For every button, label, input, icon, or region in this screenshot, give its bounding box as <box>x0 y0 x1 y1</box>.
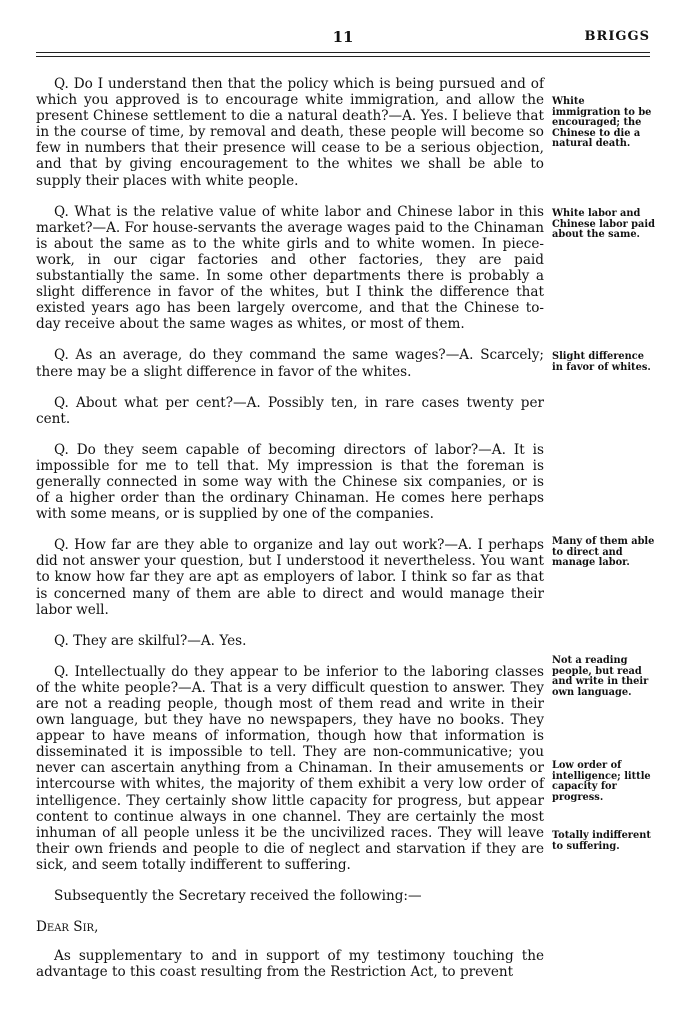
margin-note-4: Many of them able to direct and manage labor. <box>552 536 655 569</box>
header-rule-top <box>36 52 650 53</box>
paragraph-4: Q. About what per cent?—A. Possibly ten, in rare cases twenty per cent. <box>36 394 544 427</box>
main-text <box>36 76 544 980</box>
page-header <box>36 28 650 50</box>
paragraph-1: Q. Do I understand then that the policy which is being pursued and of which you approved is to encourage white immigration, and allow the present Chinese settlement to die a natural death?—A. Yes. I believe that in the course of time, by removal and death, these people will become so few in numbers that their presence will cease to be a serious objection, and that by giving encouragement to the whites we shall be able to supply their places with white people. <box>36 76 544 189</box>
margin-note-2: White labor and Chinese labor paid about the same. <box>552 208 655 241</box>
margin-note-6: Low order of intelligence; little capacity for progress. <box>552 760 651 803</box>
margin-note-1: White immigration to be encouraged; the Chinese to die a natural death. <box>552 96 652 150</box>
paragraph-10: As supplementary to and in support of my testimony touching the advantage to this coast resulting from the Restriction Act, to prevent <box>36 948 544 981</box>
paragraph-5: Q. Do they seem capable of becoming directors of labor?—A. It is impossible for me to tell that. My impression is that the foreman is generally connected in some way with the Chinese six companies, or is of a higher order than the ordinary Chinaman. He comes here perhaps with some means, or is supplied by one of the companies. <box>36 441 544 523</box>
margin-note-3: Slight difference in favor of whites. <box>552 351 651 373</box>
header-rule-bottom <box>36 56 650 57</box>
paragraph-8: Q. Intellectually do they appear to be inferior to the laboring classes of the white people?—A. That is a very difficult question to answer. They are not a reading people, though most of them read and write in their own language, but they have no newspapers, they have no books. They appear to have means of information, though how that information is disseminated it is impossible to tell. They are non-communicative; you never can ascertain anything from a Chinaman. In their amusements or intercourse with whites, the majority of them exhibit a very low order of intelligence. They certainly show little capacity for progress, but appear content to continue always in one channel. They are certainly the most inhuman of all people unless it be the uncivilized races. They will leave their own friends and people to die of neglect and starvation if they are sick, and seem totally indifferent to suffering. <box>36 663 544 873</box>
running-head: BRIGGS <box>584 29 650 44</box>
paragraph-6: Q. How far are they able to organize and lay out work?—A. I perhaps did not answer your question, but I understood it nevertheless. You want to know how far they are apt as employers of labor. I think so far as that is concerned many of them are able to direct and would manage their labor well. <box>36 537 544 618</box>
paragraph-9: Subsequently the Secretary received the following:— <box>54 888 422 905</box>
paragraph-7: Q. They are skilful?—A. Yes. <box>54 632 247 649</box>
letter-salutation: Dear Sir, <box>36 919 99 936</box>
margin-note-5: Not a reading people, but read and write in their own language. <box>552 655 649 698</box>
paragraph-3: Q. As an average, do they command the same wages?—A. Scarcely; there may be a slight difference in favor of the whites. <box>36 347 544 380</box>
page-number: 11 <box>332 28 354 46</box>
margin-note-7: Totally indifferent to suffering. <box>552 830 651 852</box>
paragraph-2: Q. What is the relative value of white labor and Chinese labor in this market?—A. For house-servants the average wages paid to the Chinaman is about the same as to the white girls and to white women. In piece-work, in our cigar factories and other factories, they are paid substantially the same. In some other departments there is probably a slight difference in favor of the whites, but I think the difference that existed years ago has been largely overcome, and that the Chinese to-day receive about the same wages as whites, or most of them. <box>36 203 544 333</box>
